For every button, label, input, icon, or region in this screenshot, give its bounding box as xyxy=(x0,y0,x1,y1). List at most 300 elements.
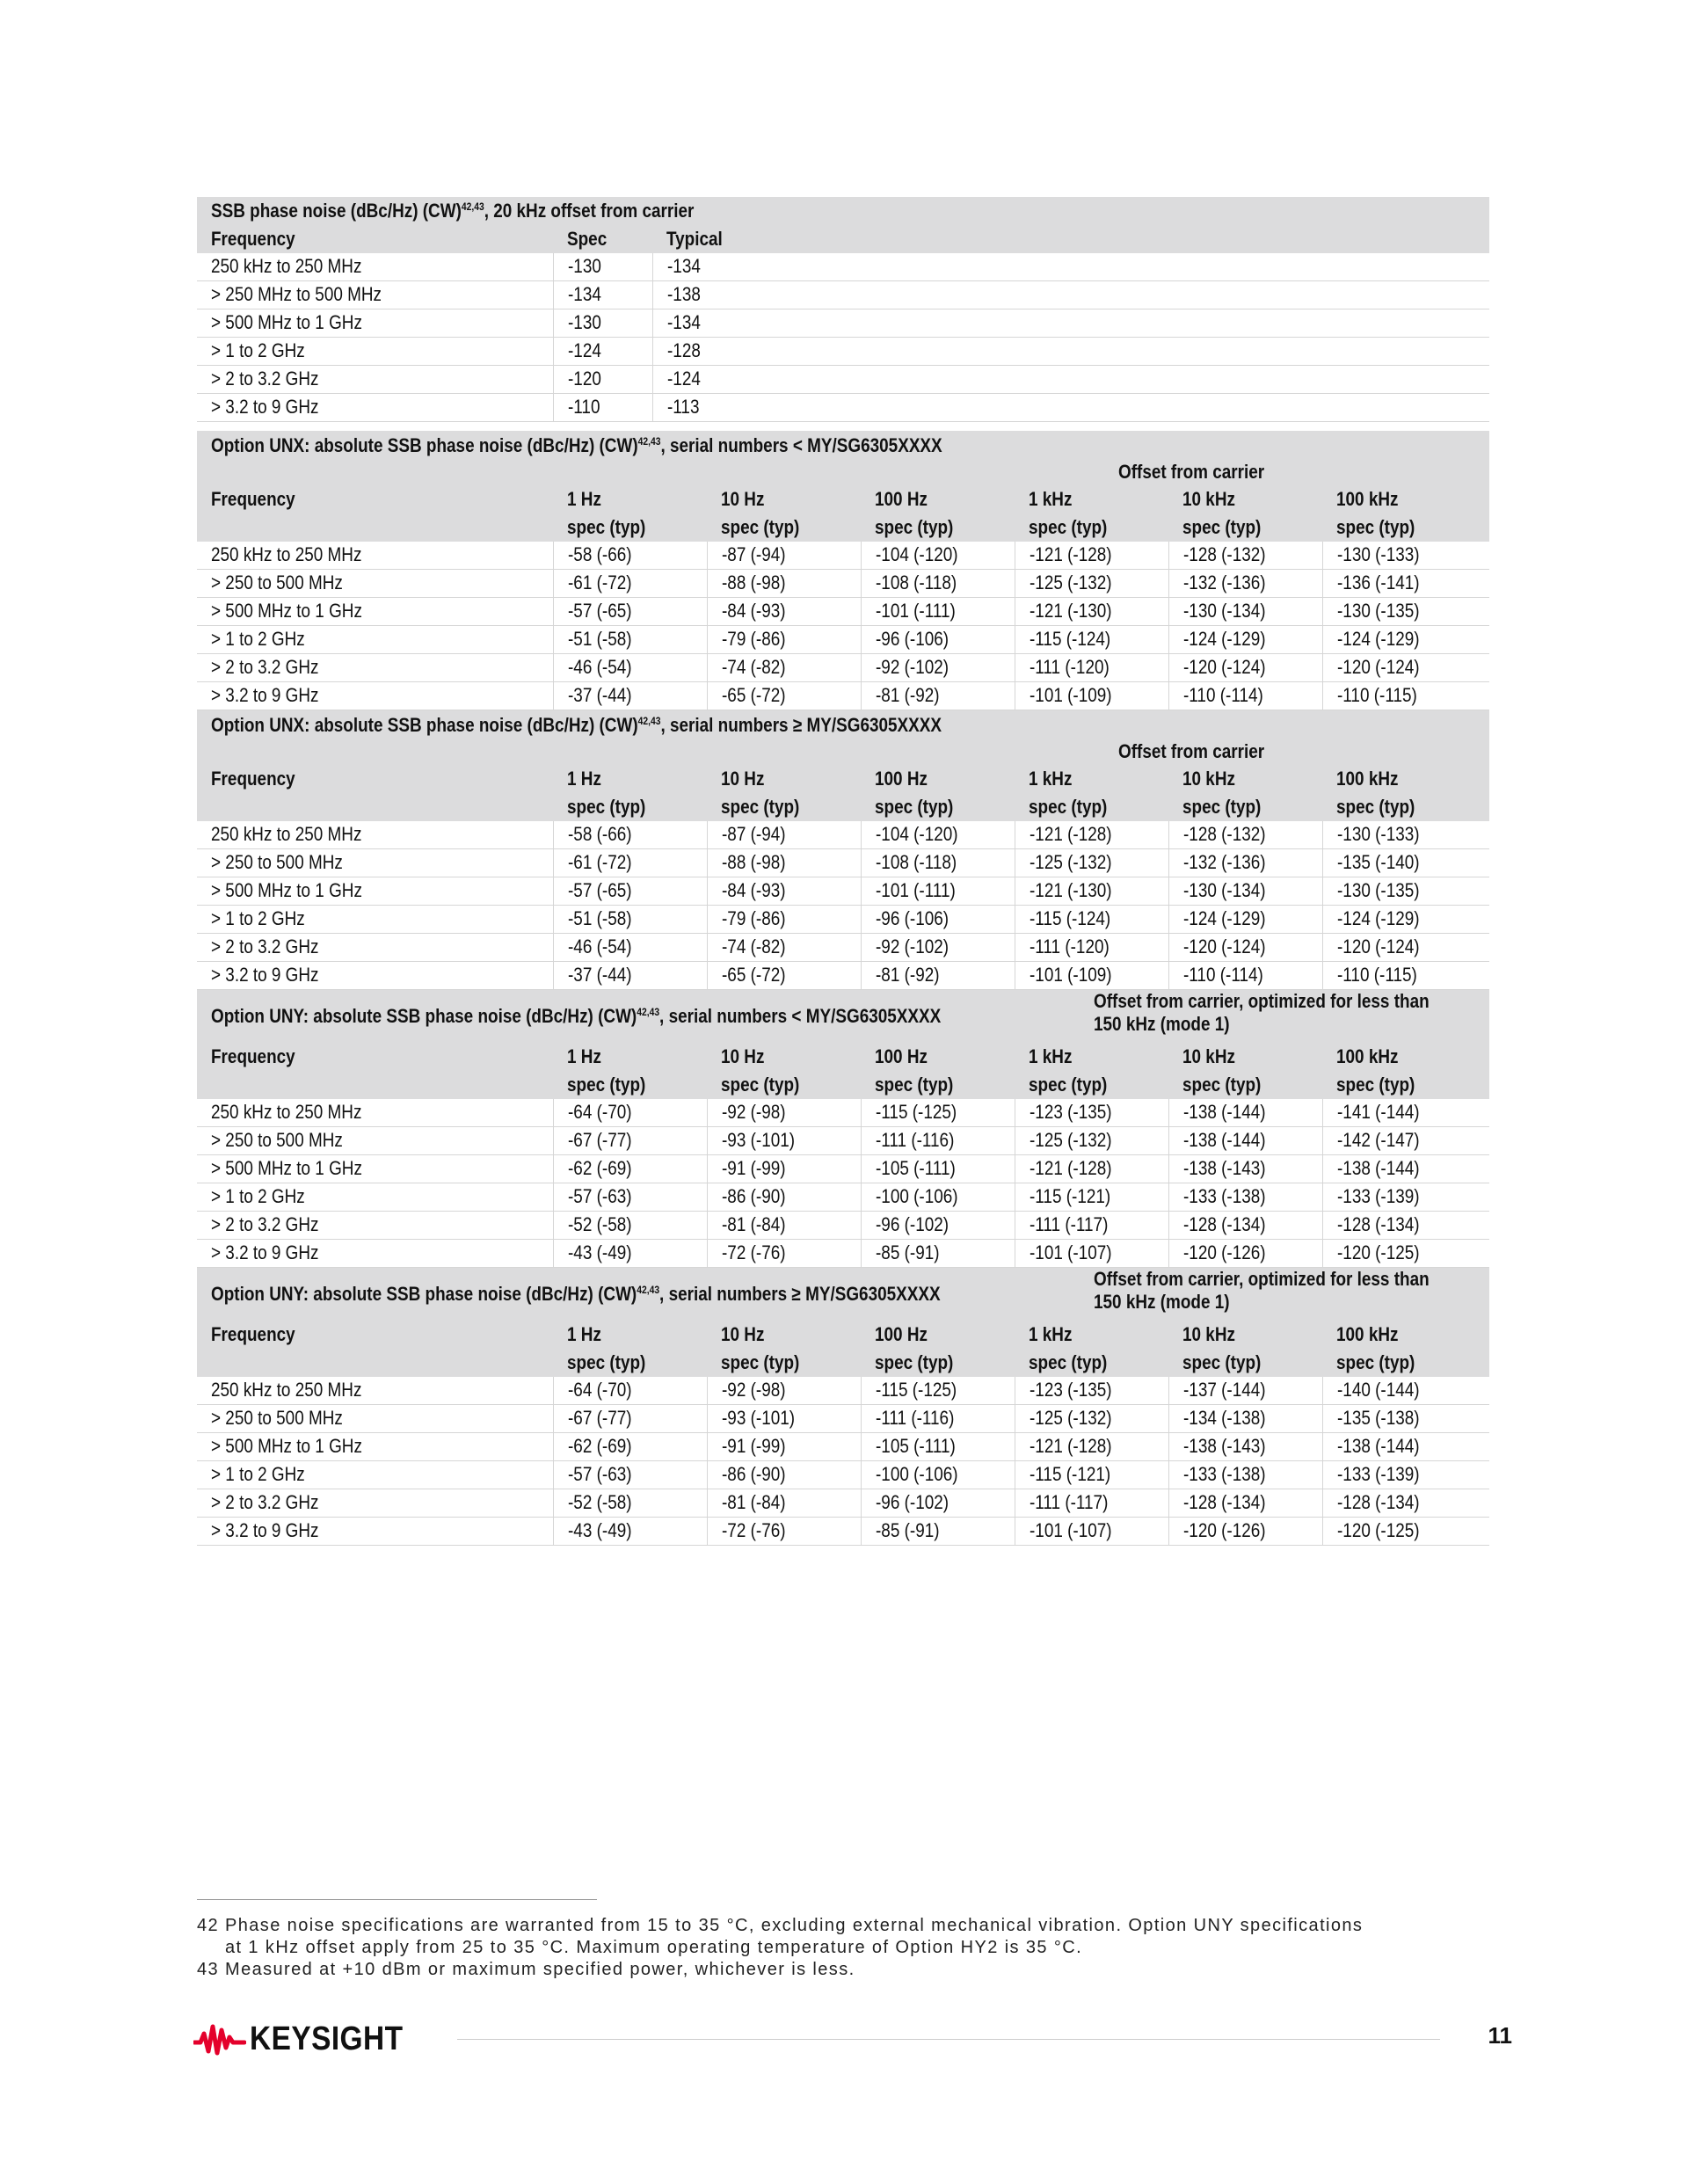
cell-text: -72 (-76) xyxy=(721,1519,786,1542)
title-main: Option UNX: absolute SSB phase noise (dBc/Hz) (CW) xyxy=(211,714,638,736)
table-cell xyxy=(707,1212,861,1240)
cell-text: -121 (-128) xyxy=(1029,823,1112,846)
table-cell xyxy=(861,1240,1015,1268)
table-cell xyxy=(1015,682,1168,710)
table-cell xyxy=(1322,934,1489,962)
cell-text: spec (typ) xyxy=(875,515,954,538)
table-cell xyxy=(553,366,652,394)
subheader-cell xyxy=(197,1071,553,1099)
cell-text: > 1 to 2 GHz xyxy=(211,628,305,651)
header-cell xyxy=(553,485,707,513)
table-cell xyxy=(1168,962,1322,990)
table-row xyxy=(197,1489,1489,1518)
offset-label-line1: Offset from carrier, optimized for less than xyxy=(1094,1268,1430,1290)
table-row xyxy=(197,962,1489,990)
table-cell xyxy=(553,1240,707,1268)
cell-text: 100 Hz xyxy=(875,487,928,510)
cell-text: -121 (-130) xyxy=(1029,879,1112,902)
table-cell xyxy=(861,934,1015,962)
cell-text: 1 Hz xyxy=(567,767,601,790)
option-table xyxy=(197,422,1489,710)
table-cell xyxy=(1168,1212,1322,1240)
header-cell xyxy=(1168,1043,1322,1071)
table-cell xyxy=(197,1461,553,1489)
table-cell xyxy=(1168,570,1322,598)
table-row xyxy=(197,626,1489,654)
cell-text: > 250 to 500 MHz xyxy=(211,1407,343,1430)
table-cell xyxy=(1168,849,1322,877)
title-tail: , serial numbers ≥ MY/SG6305XXXX xyxy=(660,714,942,736)
cell-text: -57 (-63) xyxy=(567,1463,632,1486)
cell-text: -111 (-120) xyxy=(1029,656,1110,679)
table-row xyxy=(197,1518,1489,1546)
cell-text: > 250 to 500 MHz xyxy=(211,851,343,874)
table-cell xyxy=(197,934,553,962)
title-footnote-ref: 42,43 xyxy=(637,1283,660,1296)
cell-text: > 1 to 2 GHz xyxy=(211,339,305,362)
table-cell xyxy=(553,1377,707,1405)
spec-tables xyxy=(197,197,1489,1546)
cell-text: -130 (-133) xyxy=(1336,543,1420,566)
cell-text: -37 (-44) xyxy=(567,964,632,986)
cell-text: 10 Hz xyxy=(721,1045,765,1067)
cell-text: -105 (-111) xyxy=(875,1157,956,1180)
table-cell xyxy=(1168,1461,1322,1489)
table-cell xyxy=(1015,598,1168,626)
table-cell xyxy=(553,253,652,281)
subheader-cell xyxy=(707,793,861,821)
table-cell xyxy=(197,394,553,422)
offset-from-carrier-label xyxy=(1015,990,1489,1043)
table-cell xyxy=(197,962,553,990)
cell-text: -74 (-82) xyxy=(721,935,786,958)
cell-text: -115 (-125) xyxy=(875,1379,957,1401)
cell-text: spec (typ) xyxy=(567,1350,646,1373)
table-cell xyxy=(707,821,861,849)
offset-label-line2: 150 kHz (mode 1) xyxy=(1094,1013,1230,1036)
table-cell xyxy=(707,1461,861,1489)
cell-text: 100 kHz xyxy=(1336,767,1399,790)
table-cell xyxy=(707,1433,861,1461)
table1-header-spec: Spec xyxy=(553,225,652,253)
cell-text: > 500 MHz to 1 GHz xyxy=(211,879,362,902)
cell-text: > 1 to 2 GHz xyxy=(211,907,305,930)
table-row xyxy=(197,1155,1489,1183)
cell-text: -92 (-102) xyxy=(875,656,949,679)
cell-text: -61 (-72) xyxy=(567,851,632,874)
table-cell xyxy=(1015,906,1168,934)
cell-text: -120 (-125) xyxy=(1336,1241,1420,1264)
table-cell xyxy=(1168,906,1322,934)
header-cell xyxy=(1168,485,1322,513)
table-cell xyxy=(1015,849,1168,877)
table-cell xyxy=(1168,1518,1322,1546)
subheader-cell xyxy=(707,1349,861,1377)
cell-text: -52 (-58) xyxy=(567,1213,632,1236)
subheader-cell xyxy=(1168,513,1322,542)
cell-text: -57 (-63) xyxy=(567,1185,632,1208)
cell-text: 100 kHz xyxy=(1336,487,1399,510)
table-cell xyxy=(1015,1518,1168,1546)
footer-rule xyxy=(457,2039,1440,2040)
page-footer xyxy=(193,2017,1512,2061)
table-cell xyxy=(707,1518,861,1546)
cell-text: -37 (-44) xyxy=(567,684,632,707)
cell-text: -46 (-54) xyxy=(567,935,632,958)
table-cell xyxy=(1322,962,1489,990)
header-cell xyxy=(861,485,1015,513)
title-footnote-ref: 42,43 xyxy=(637,1005,660,1018)
cell-text: -121 (-128) xyxy=(1029,1157,1112,1180)
cell-text: > 3.2 to 9 GHz xyxy=(211,1241,319,1264)
cell-text: -87 (-94) xyxy=(721,543,786,566)
cell-text: -79 (-86) xyxy=(721,628,786,651)
table1-title-row xyxy=(197,197,1489,225)
subheader-cell xyxy=(1322,1349,1489,1377)
table-cell xyxy=(197,570,553,598)
header-cell xyxy=(861,1043,1015,1071)
table-cell xyxy=(553,1405,707,1433)
cell-text: -124 (-129) xyxy=(1182,907,1266,930)
table-row xyxy=(197,394,1489,422)
cell-text: > 250 MHz to 500 MHz xyxy=(211,283,382,306)
table-cell xyxy=(707,1240,861,1268)
header-cell xyxy=(1322,485,1489,513)
cell-text: -91 (-99) xyxy=(721,1435,786,1458)
cell-text: -128 (-134) xyxy=(1336,1491,1420,1514)
header-cell xyxy=(553,1321,707,1349)
cell-text: -134 (-138) xyxy=(1182,1407,1266,1430)
table1-header-frequency: Frequency xyxy=(197,225,553,253)
table-cell xyxy=(553,394,652,422)
table-row xyxy=(197,1127,1489,1155)
table-cell xyxy=(1015,1155,1168,1183)
table-cell xyxy=(861,1518,1015,1546)
cell-text: spec (typ) xyxy=(721,795,800,818)
cell-text: -101 (-111) xyxy=(875,600,956,622)
cell-text: > 2 to 3.2 GHz xyxy=(211,1491,319,1514)
cell-text: spec (typ) xyxy=(721,515,800,538)
cell-text: -61 (-72) xyxy=(567,571,632,594)
option-table-title xyxy=(197,431,1015,485)
subheader-cell xyxy=(1015,1071,1168,1099)
offset-from-carrier-label xyxy=(1015,1268,1489,1321)
table-cell xyxy=(1322,849,1489,877)
table1-title: SSB phase noise (dBc/Hz) (CW)$^{42,43}$, 20 kHz offset from carrier xyxy=(197,197,1489,225)
subheader-cell xyxy=(1168,1349,1322,1377)
cell-text: -124 (-129) xyxy=(1336,628,1420,651)
table-cell xyxy=(707,849,861,877)
cell-text: -111 (-117) xyxy=(1029,1491,1108,1514)
header-cell xyxy=(553,765,707,793)
cell-text: -141 (-144) xyxy=(1336,1101,1420,1124)
cell-text: > 250 to 500 MHz xyxy=(211,571,343,594)
title-footnote-ref: 42,43 xyxy=(637,715,661,727)
cell-text: -124 xyxy=(567,339,601,362)
table-cell xyxy=(861,1377,1015,1405)
table-cell xyxy=(1015,1405,1168,1433)
header-cell xyxy=(197,765,553,793)
cell-text: -91 (-99) xyxy=(721,1157,786,1180)
cell-text: 100 Hz xyxy=(875,1045,928,1067)
table-cell xyxy=(1015,962,1168,990)
table-cell xyxy=(553,1099,707,1127)
cell-text: -79 (-86) xyxy=(721,907,786,930)
cell-text: spec (typ) xyxy=(1182,1073,1262,1096)
option-table-title xyxy=(197,1268,1015,1321)
table-cell xyxy=(1168,1489,1322,1518)
cell-text: -120 (-124) xyxy=(1182,656,1266,679)
cell-text: -110 (-114) xyxy=(1182,964,1263,986)
cell-text: 250 kHz to 250 MHz xyxy=(211,255,362,278)
cell-text: -132 (-136) xyxy=(1182,571,1266,594)
cell-text: > 3.2 to 9 GHz xyxy=(211,1519,319,1542)
table-cell xyxy=(861,682,1015,710)
cell-text: 10 kHz xyxy=(1182,487,1235,510)
cell-text: -120 (-124) xyxy=(1336,935,1420,958)
table-cell xyxy=(553,821,707,849)
cell-text: -96 (-102) xyxy=(875,1491,949,1514)
table-row xyxy=(197,934,1489,962)
table-cell xyxy=(197,1099,553,1127)
title-main: Option UNY: absolute SSB phase noise (dBc/Hz) (CW) xyxy=(211,1282,637,1305)
table-cell xyxy=(1322,1155,1489,1183)
option-table-title-row xyxy=(197,1268,1489,1321)
cell-text: -62 (-69) xyxy=(567,1435,632,1458)
table-cell xyxy=(1015,1099,1168,1127)
table-cell xyxy=(1322,1183,1489,1212)
cell-text: -135 (-138) xyxy=(1336,1407,1420,1430)
table-cell xyxy=(1168,1127,1322,1155)
table-cell xyxy=(707,1099,861,1127)
subheader-cell xyxy=(553,793,707,821)
cell-text: -115 (-125) xyxy=(875,1101,957,1124)
cell-text: -120 (-124) xyxy=(1336,656,1420,679)
cell-text: -57 (-65) xyxy=(567,600,632,622)
cell-text: -142 (-147) xyxy=(1336,1129,1420,1152)
cell-text: -132 (-136) xyxy=(1182,851,1266,874)
cell-text: -133 (-139) xyxy=(1336,1185,1420,1208)
table-row xyxy=(197,338,1489,366)
offset-label-line1: Offset from carrier xyxy=(1118,739,1265,762)
table-cell xyxy=(197,877,553,906)
option-table xyxy=(197,1268,1489,1546)
table-cell xyxy=(1322,877,1489,906)
cell-text: 100 Hz xyxy=(875,767,928,790)
cell-text: -43 (-49) xyxy=(567,1519,632,1542)
cell-text: 1 kHz xyxy=(1029,1045,1073,1067)
table-row xyxy=(197,821,1489,849)
cell-text: -120 (-124) xyxy=(1182,935,1266,958)
table-cell xyxy=(1168,1240,1322,1268)
table-cell xyxy=(197,1405,553,1433)
table-row xyxy=(197,281,1489,309)
cell-text: 250 kHz to 250 MHz xyxy=(211,543,362,566)
table-cell xyxy=(553,570,707,598)
footnote-rule xyxy=(197,1899,597,1900)
table-cell xyxy=(553,338,652,366)
cell-text: -64 (-70) xyxy=(567,1101,632,1124)
subheader-cell xyxy=(197,513,553,542)
cell-text: -138 (-144) xyxy=(1336,1435,1420,1458)
cell-text: > 3.2 to 9 GHz xyxy=(211,396,319,419)
cell-text: spec (typ) xyxy=(875,795,954,818)
cell-text: Frequency xyxy=(211,1045,295,1067)
cell-text: -62 (-69) xyxy=(567,1157,632,1180)
table-cell xyxy=(707,1405,861,1433)
table-cell xyxy=(553,1518,707,1546)
table-cell xyxy=(553,962,707,990)
subheader-cell xyxy=(1168,793,1322,821)
table-cell xyxy=(1322,1240,1489,1268)
cell-text: -133 (-138) xyxy=(1182,1463,1266,1486)
table-row xyxy=(197,309,1489,338)
cell-text: -81 (-92) xyxy=(875,684,940,707)
option-table-title-row xyxy=(197,990,1489,1043)
offset-label-text xyxy=(1094,1268,1430,1314)
cell-text: 100 Hz xyxy=(875,1322,928,1345)
cell-text: -104 (-120) xyxy=(875,543,958,566)
cell-text: -81 (-84) xyxy=(721,1491,786,1514)
table-row xyxy=(197,906,1489,934)
table-row xyxy=(197,570,1489,598)
cell-text: > 2 to 3.2 GHz xyxy=(211,935,319,958)
table-cell xyxy=(553,849,707,877)
subheader-cell xyxy=(553,513,707,542)
table-cell xyxy=(553,1433,707,1461)
cell-text: -67 (-77) xyxy=(567,1129,632,1152)
table-cell xyxy=(1015,821,1168,849)
table-cell xyxy=(1168,1433,1322,1461)
header-cell xyxy=(1168,765,1322,793)
header-cell xyxy=(1015,765,1168,793)
cell-text: > 3.2 to 9 GHz xyxy=(211,684,319,707)
table-cell xyxy=(707,934,861,962)
cell-text: -65 (-72) xyxy=(721,684,786,707)
cell-text: -92 (-98) xyxy=(721,1379,786,1401)
table-cell xyxy=(197,906,553,934)
cell-text: -115 (-121) xyxy=(1029,1463,1110,1486)
table-row xyxy=(197,366,1489,394)
table-cell xyxy=(861,849,1015,877)
table-cell xyxy=(707,906,861,934)
keysight-logo-text: KEYSIGHT xyxy=(250,2020,404,2057)
cell-text: -101 (-109) xyxy=(1029,964,1112,986)
option-table-header-row xyxy=(197,1321,1489,1349)
table-cell xyxy=(652,253,1489,281)
cell-text: > 500 MHz to 1 GHz xyxy=(211,1157,362,1180)
table-cell xyxy=(861,570,1015,598)
table-cell xyxy=(553,598,707,626)
cell-text: -125 (-132) xyxy=(1029,851,1112,874)
cell-text: -128 xyxy=(666,339,701,362)
cell-text: -72 (-76) xyxy=(721,1241,786,1264)
cell-text: -100 (-106) xyxy=(875,1185,958,1208)
cell-text: -137 (-144) xyxy=(1182,1379,1266,1401)
cell-text: -108 (-118) xyxy=(875,571,957,594)
title-tail: , serial numbers < MY/SG6305XXXX xyxy=(660,434,942,456)
subheader-cell xyxy=(861,1349,1015,1377)
table-cell xyxy=(861,1212,1015,1240)
table-row xyxy=(197,542,1489,570)
table-cell xyxy=(861,906,1015,934)
table-cell xyxy=(1015,570,1168,598)
table-cell xyxy=(861,1127,1015,1155)
table-cell xyxy=(553,281,652,309)
cell-text: -110 xyxy=(567,396,600,419)
cell-text: spec (typ) xyxy=(1336,1073,1415,1096)
table-cell xyxy=(652,338,1489,366)
table-cell xyxy=(1322,821,1489,849)
header-cell xyxy=(1015,1321,1168,1349)
table-cell xyxy=(1168,877,1322,906)
table-cell xyxy=(1322,626,1489,654)
header-cell xyxy=(861,1321,1015,1349)
table-cell xyxy=(1168,542,1322,570)
cell-text: -96 (-102) xyxy=(875,1213,949,1236)
offset-label-text xyxy=(1118,461,1264,484)
cell-text: -111 (-116) xyxy=(875,1129,954,1152)
table-cell xyxy=(197,1240,553,1268)
table-cell xyxy=(707,682,861,710)
subheader-cell xyxy=(1322,1071,1489,1099)
header-cell xyxy=(197,1043,553,1071)
option-table-subheader-row xyxy=(197,1071,1489,1099)
cell-text: -86 (-90) xyxy=(721,1185,786,1208)
table-cell xyxy=(1322,1518,1489,1546)
option-table-title-row xyxy=(197,431,1489,485)
cell-text: -105 (-111) xyxy=(875,1435,956,1458)
option-table-header-row xyxy=(197,485,1489,513)
option-table-title-row xyxy=(197,710,1489,765)
cell-text: -88 (-98) xyxy=(721,571,786,594)
table-cell xyxy=(707,542,861,570)
cell-text: spec (typ) xyxy=(567,515,646,538)
table-cell xyxy=(1015,1377,1168,1405)
header-cell xyxy=(1322,765,1489,793)
title-footnote-ref: 42,43 xyxy=(637,435,661,448)
subheader-cell xyxy=(861,513,1015,542)
cell-text: -130 (-133) xyxy=(1336,823,1420,846)
cell-text: -130 (-135) xyxy=(1336,879,1420,902)
cell-text: -101 (-111) xyxy=(875,879,956,902)
table-row xyxy=(197,598,1489,626)
cell-text: -65 (-72) xyxy=(721,964,786,986)
option-table xyxy=(197,710,1489,990)
cell-text: -138 (-143) xyxy=(1182,1157,1266,1180)
table-cell xyxy=(707,1127,861,1155)
cell-text: -138 (-143) xyxy=(1182,1435,1266,1458)
table-cell xyxy=(1168,1405,1322,1433)
table-cell xyxy=(861,598,1015,626)
cell-text: -88 (-98) xyxy=(721,851,786,874)
table-cell xyxy=(197,1155,553,1183)
header-cell xyxy=(1015,1043,1168,1071)
table-cell xyxy=(707,1155,861,1183)
cell-text: spec (typ) xyxy=(1182,515,1262,538)
table-cell xyxy=(1322,1099,1489,1127)
table1-header-row xyxy=(197,225,1489,253)
header-cell xyxy=(1322,1043,1489,1071)
table-row xyxy=(197,1212,1489,1240)
table-cell xyxy=(1168,682,1322,710)
header-cell xyxy=(1168,1321,1322,1349)
cell-text: -120 (-126) xyxy=(1182,1241,1266,1264)
cell-text: -130 (-135) xyxy=(1336,600,1420,622)
table-cell xyxy=(197,1127,553,1155)
table-cell xyxy=(652,366,1489,394)
cell-text: spec (typ) xyxy=(875,1073,954,1096)
